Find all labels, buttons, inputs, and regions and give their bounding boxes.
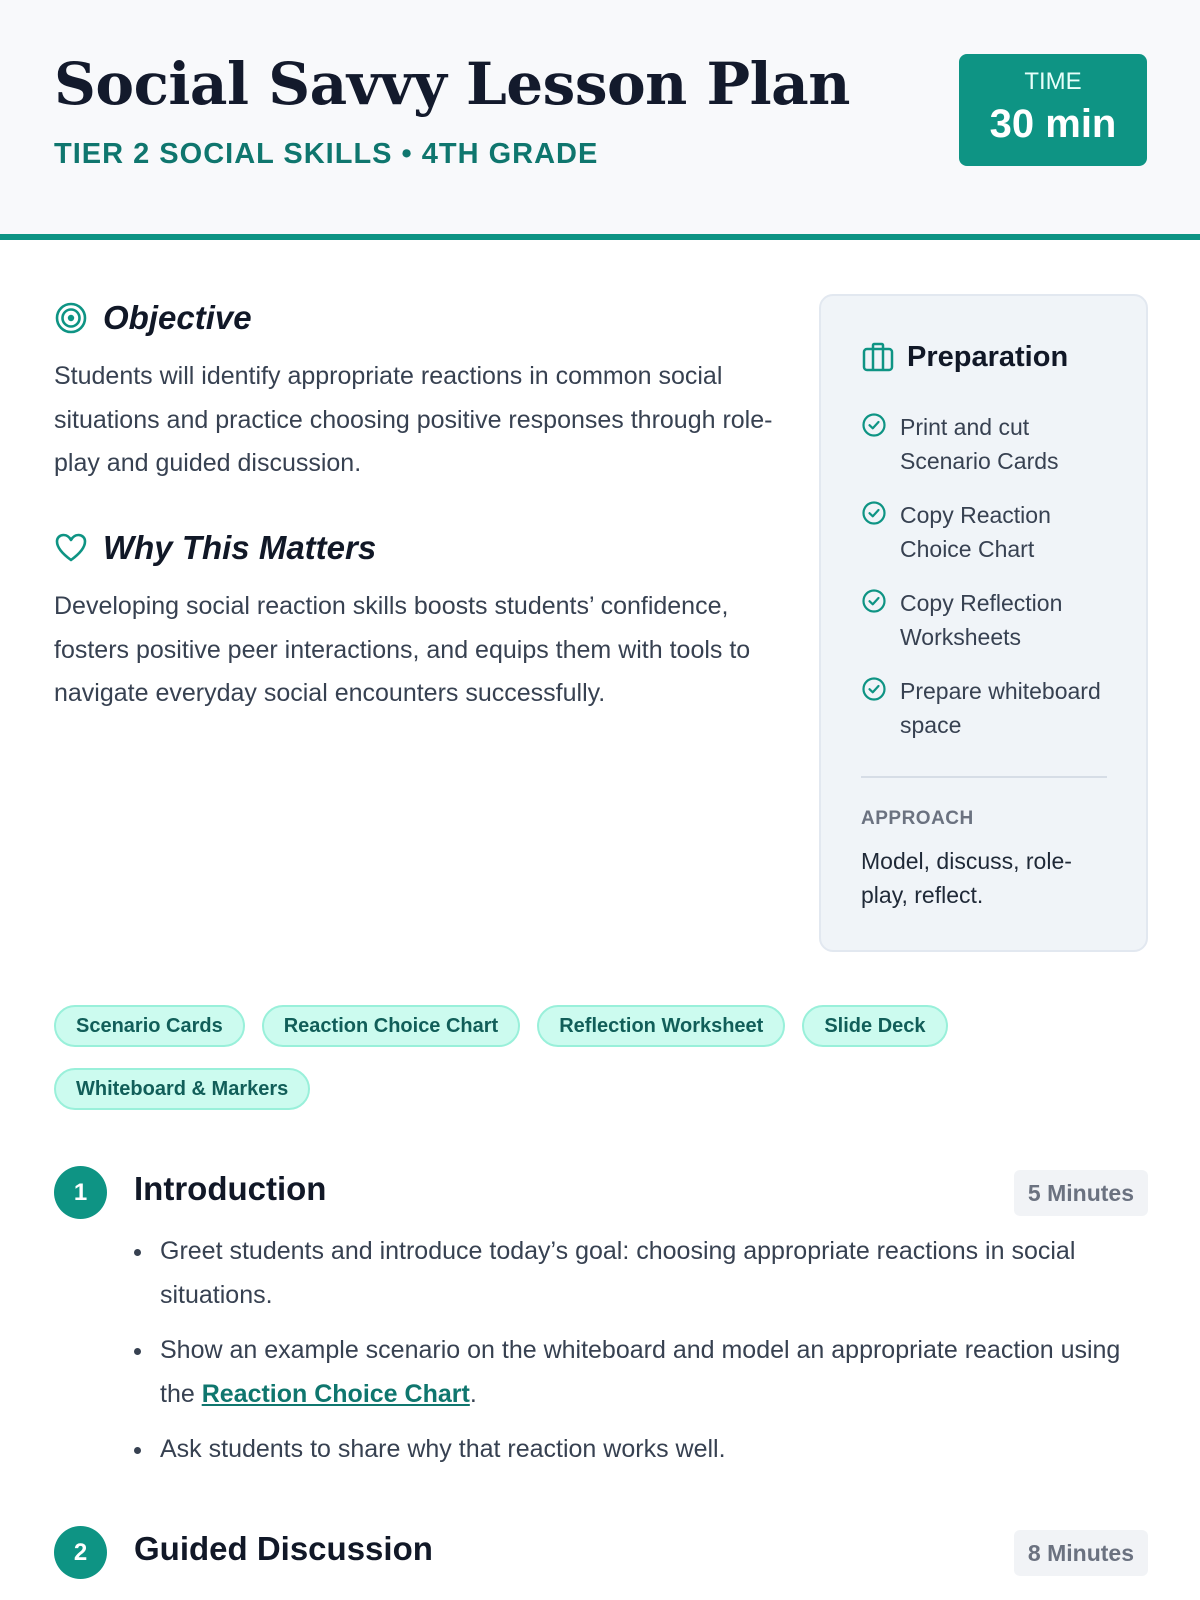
material-tag[interactable]: Slide Deck — [802, 1005, 947, 1047]
why-text: Developing social reaction skills boosts students’ confidence, fosters positive peer interactions, and equips them with tools to navigate everyday social encounters successfully. — [54, 592, 751, 707]
preparation-list — [861, 410, 1121, 762]
preparation-card — [819, 294, 1148, 952]
preparation-item — [861, 410, 1121, 478]
heart-icon — [54, 531, 88, 565]
material-tag[interactable]: Reaction Choice Chart — [262, 1005, 520, 1047]
time-label: TIME — [1024, 68, 1082, 95]
preparation-divider — [861, 776, 1107, 778]
approach-label: APPROACH — [861, 808, 974, 829]
check-circle-icon — [861, 588, 887, 614]
step-title: Guided Discussion — [134, 1530, 433, 1567]
preparation-item-text: Prepare whiteboard space — [900, 678, 1101, 738]
step-bullet-text: Show an example scenario on the whiteboard and model an appropriate reaction using the — [160, 1336, 1121, 1408]
time-badge — [959, 54, 1147, 166]
preparation-item — [861, 586, 1121, 654]
material-tag[interactable]: Whiteboard & Markers — [54, 1068, 310, 1110]
check-circle-icon — [861, 500, 887, 526]
briefcase-icon — [861, 340, 895, 374]
material-tag[interactable]: Reflection Worksheet — [537, 1005, 785, 1047]
reaction-choice-chart-link[interactable]: Reaction Choice Chart — [201, 1379, 470, 1408]
preparation-title: Preparation — [907, 340, 1069, 373]
material-tag[interactable]: Scenario Cards — [54, 1005, 245, 1047]
header — [0, 0, 1200, 240]
time-value: 30 min — [989, 102, 1117, 146]
step-bullet-list — [134, 1230, 1144, 1484]
materials-tags — [54, 1005, 1144, 1131]
preparation-item — [861, 498, 1121, 566]
objective-title: Objective — [103, 299, 252, 336]
preparation-heading — [861, 340, 1068, 374]
check-circle-icon — [861, 412, 887, 438]
why-title: Why This Matters — [103, 529, 377, 566]
step-guided-discussion — [54, 1526, 1148, 1596]
approach-text: Model, discuss, role-play, reflect. — [861, 848, 1072, 908]
preparation-item-text: Copy Reflection Worksheets — [900, 590, 1063, 650]
step-duration-badge: 5 Minutes — [1014, 1170, 1148, 1216]
preparation-item-text: Copy Reaction Choice Chart — [900, 502, 1051, 562]
preparation-item-text: Print and cut Scenario Cards — [900, 414, 1059, 474]
page-subtitle: TIER 2 SOCIAL SKILLS • 4TH GRADE — [54, 138, 599, 170]
objective-heading — [54, 299, 252, 337]
step-bullet: Greet students and introduce today’s goal: choosing appropriate reactions in social situations. — [134, 1230, 1144, 1317]
check-circle-icon — [861, 676, 887, 702]
target-icon — [54, 301, 88, 335]
objective-text: Students will identify appropriate reactions in common social situations and practice choosing positive responses through role-play and guided discussion. — [54, 362, 773, 477]
why-heading — [54, 529, 376, 567]
step-number: 1 — [54, 1166, 107, 1219]
step-introduction — [54, 1166, 1148, 1486]
step-bullet: Ask students to share why that reaction works well. — [134, 1428, 1144, 1472]
page-title: Social Savvy Lesson Plan — [54, 50, 850, 118]
step-bullet-text: . — [469, 1379, 477, 1408]
preparation-item — [861, 674, 1121, 742]
step-bullet — [134, 1329, 1144, 1416]
step-duration-badge: 8 Minutes — [1014, 1530, 1148, 1576]
step-title: Introduction — [134, 1170, 327, 1207]
step-number: 2 — [54, 1526, 107, 1579]
